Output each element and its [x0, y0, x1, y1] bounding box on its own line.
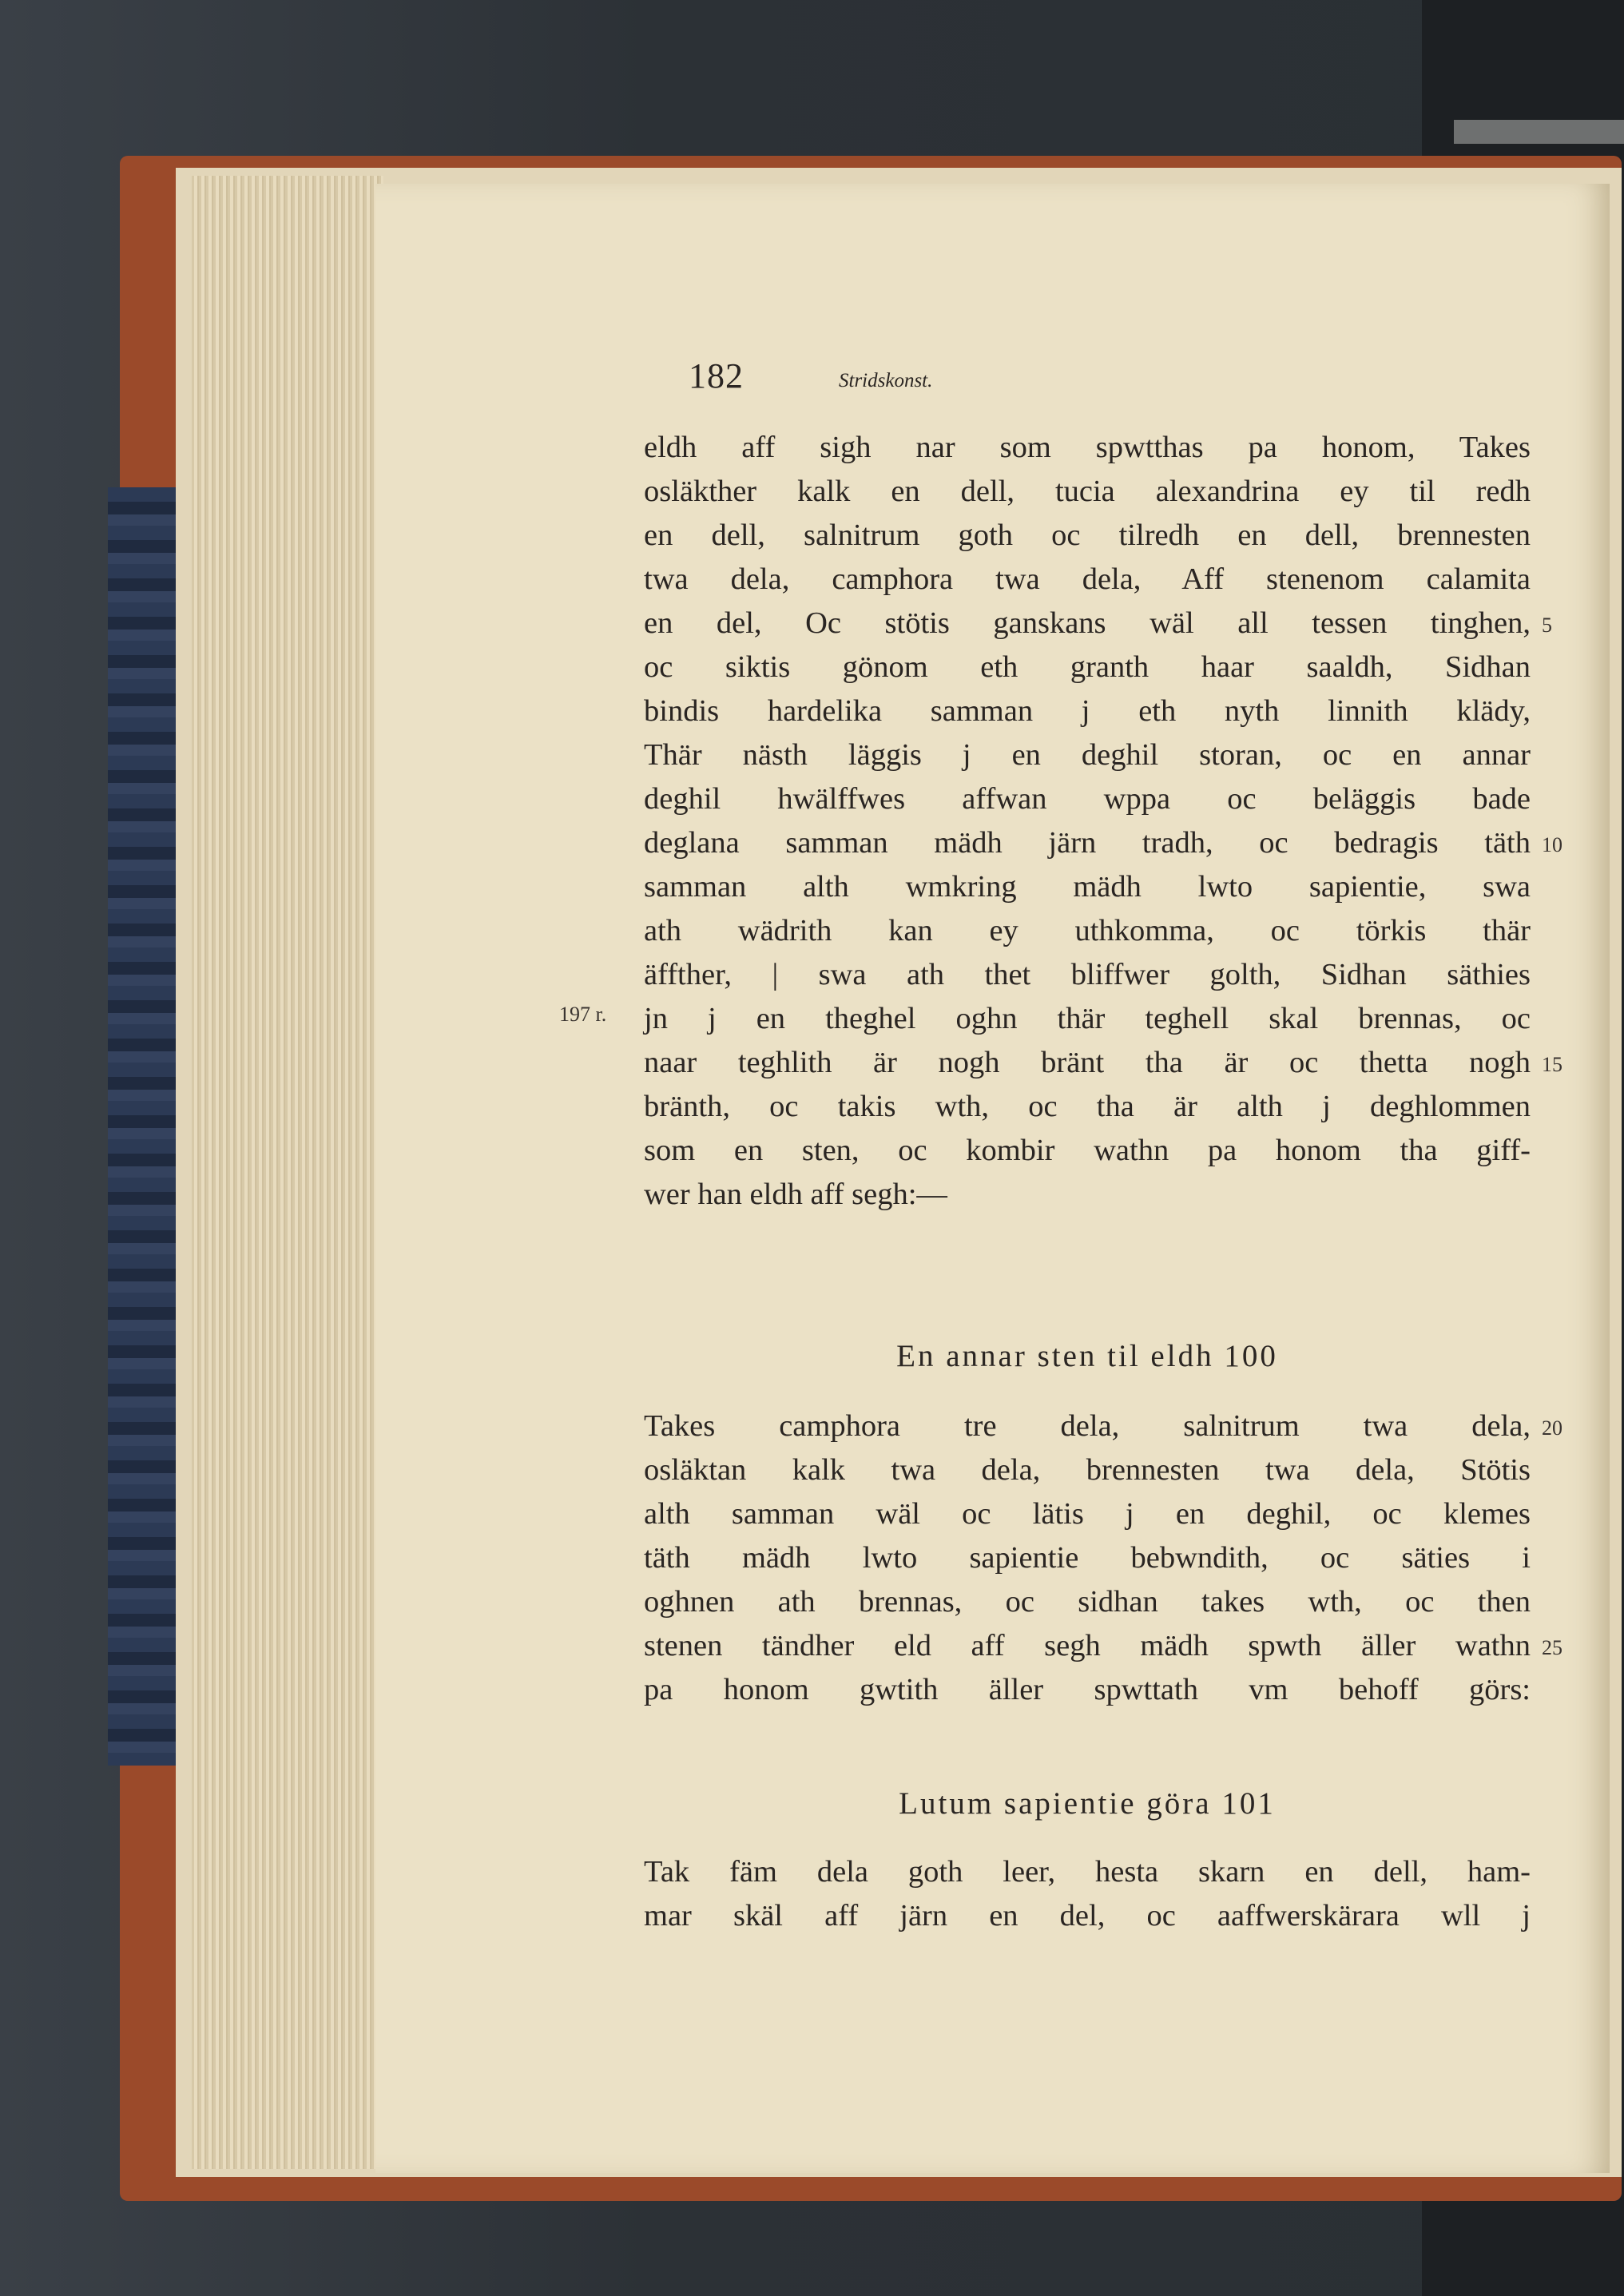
text-line: som en sten, oc kombir wathn pa honom tha giff-	[644, 1134, 1531, 1167]
marginal-folio-note: 197 r.	[559, 1003, 607, 1026]
text-line: en dell, salnitrum goth oc tilredh en dell, brennesten	[644, 518, 1531, 552]
text-line: täth mädh lwto sapientie bebwndith, oc säties i	[644, 1541, 1531, 1575]
page-number: 182	[689, 356, 744, 395]
text-line: pa honom gwtith äller spwttath vm behoff görs:	[644, 1673, 1531, 1706]
text-line: bränth, oc takis wth, oc tha är alth j deghlommen	[644, 1090, 1531, 1123]
section-heading: En annar sten til eldh 100	[896, 1339, 1278, 1373]
section-heading: Lutum sapientie göra 101	[899, 1786, 1276, 1821]
text-line: deghil hwälffwes affwan wppa oc beläggis bade	[644, 782, 1531, 816]
text-line: naar teghlith är nogh bränt tha är oc thetta nogh	[644, 1046, 1531, 1079]
text-line: oc siktis gönom eth granth haar saaldh, Sidhan	[644, 650, 1531, 684]
text-line: wer han eldh aff segh:—	[644, 1178, 947, 1211]
running-title: Stridskonst.	[839, 370, 933, 391]
line-number: 10	[1542, 833, 1562, 856]
text-line: Thär nästh läggis j en deghil storan, oc en annar	[644, 738, 1531, 772]
text-line: osläktan kalk twa dela, brennesten twa dela, Stötis	[644, 1453, 1531, 1487]
text-line: deglana samman mädh järn tradh, oc bedragis täth	[644, 826, 1531, 860]
text-line: osläkther kalk en dell, tucia alexandrina ey til redh	[644, 475, 1531, 508]
text-line: äffther, | swa ath thet bliffwer golth, Sidhan säthies	[644, 958, 1531, 991]
text-line: bindis hardelika samman j eth nyth linnith klädy,	[644, 694, 1531, 728]
line-number: 15	[1542, 1053, 1562, 1076]
text-line: mar skäl aff järn en del, oc aaffwerskärara wll j	[644, 1899, 1531, 1933]
text-line: en del, Oc stötis ganskans wäl all tessen tinghen,	[644, 606, 1531, 640]
text-line: stenen tändher eld aff segh mädh spwth äller wathn	[644, 1629, 1531, 1662]
line-number: 20	[1542, 1416, 1562, 1440]
line-number: 25	[1542, 1636, 1562, 1659]
text-line: Takes camphora tre dela, salnitrum twa dela,	[644, 1409, 1531, 1443]
text-line: twa dela, camphora twa dela, Aff stenenom calamita	[644, 562, 1531, 596]
text-line: oghnen ath brennas, oc sidhan takes wth, oc then	[644, 1585, 1531, 1619]
text-line: alth samman wäl oc lätis j en deghil, oc klemes	[644, 1497, 1531, 1531]
text-line: jn j en theghel oghn thär teghell skal brennas, oc	[644, 1002, 1531, 1035]
line-number: 5	[1542, 614, 1552, 637]
text-line: eldh aff sigh nar som spwtthas pa honom, Takes	[644, 431, 1531, 464]
text-line: ath wädrith kan ey uthkomma, oc törkis thär	[644, 914, 1531, 947]
text-line: Tak fäm dela goth leer, hesta skarn en dell, ham-	[644, 1855, 1531, 1889]
text-line: samman alth wmkring mädh lwto sapientie, swa	[644, 870, 1531, 904]
